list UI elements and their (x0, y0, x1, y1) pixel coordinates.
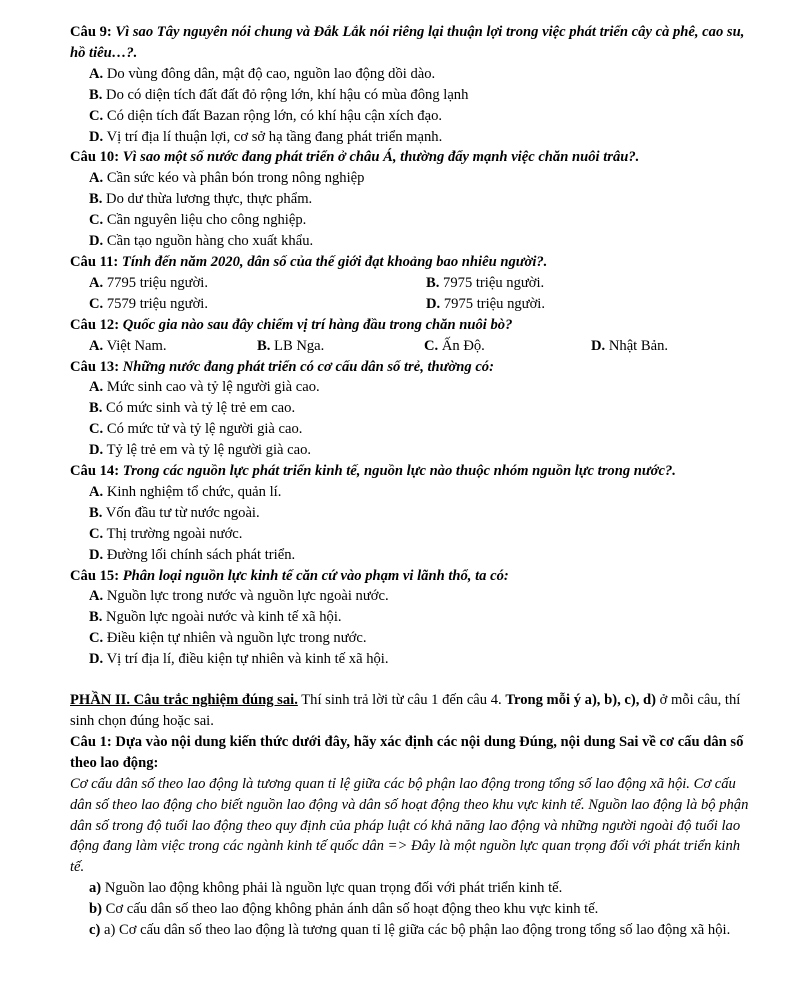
question-title: Câu 14: Trong các nguồn lực phát triển kinh tế, nguồn lực nào thuộc nhóm nguồn lực trong nước?. (70, 463, 676, 480)
option-d[interactable]: D. Cần tạo nguồn hàng cho xuất khẩu. (89, 233, 314, 250)
option-c[interactable]: C. Có diện tích đất Bazan rộng lớn, có khí hậu cận xích đạo. (89, 107, 443, 124)
question-title: Câu 13: Những nước đang phát triển có cơ cấu dân số trẻ, thường có: (70, 358, 494, 375)
option-b[interactable]: B. 7975 triệu người. (426, 274, 545, 291)
question-title: Câu 9: Vì sao Tây nguyên nói chung và Đắk Lắk nói riêng lại thuận lợi trong việc phát triển cây cà phê, cao su, hồ tiêu…?. (70, 24, 745, 61)
reading-paragraph: Cơ cấu dân số theo lao động là tương quan tỉ lệ giữa các bộ phận lao động trong tổng số lao động xã hội. Cơ cấu dân số theo lao động cho biết nguồn lao động và dân số hoạt động theo khu vực kinh tế. Nguồn lao động là bộ phận dân số trong độ tuổi lao động theo quy định của pháp luật có khả năng lao động và những người ngoài độ tuổi lao động đang làm việc trong các ngành kinh tế quốc dân => Đây là một nguồn lực quan trọng đối với phát triển kinh tế. (70, 775, 749, 876)
option-b[interactable]: B. Do dư thừa lương thực, thực phẩm. (89, 191, 313, 208)
question-13 (70, 357, 755, 462)
question-14 (70, 461, 755, 566)
question-title: Câu 15: Phân loại nguồn lực kinh tế căn cứ vào phạm vi lãnh thổ, ta có: (70, 567, 509, 584)
options-row (89, 294, 755, 315)
part-2-question-1-title: Câu 1: Dựa vào nội dung kiến thức dưới đây, hãy xác định các nội dung Đúng, nội dung Sai về cơ cấu dân số theo lao động: (70, 733, 744, 771)
option-c[interactable]: C. Điều kiện tự nhiên và nguồn lực trong nước. (89, 630, 367, 647)
option-d[interactable]: D. Nhật Bản. (591, 337, 669, 354)
option-c[interactable]: C. Ấn Độ. (424, 337, 485, 354)
option-a[interactable]: A. Mức sinh cao và tỷ lệ người già cao. (89, 379, 320, 396)
statement-a[interactable]: a) Nguồn lao động không phải là nguồn lực quan trọng đối với phát triển kinh tế. (89, 880, 563, 897)
option-a[interactable]: A. Cần sức kéo và phân bón trong nông nghiệp (89, 170, 365, 187)
statement-b[interactable]: b) Cơ cấu dân số theo lao động không phản ánh dân số hoạt động theo khu vực kinh tế. (89, 901, 599, 918)
option-a[interactable]: A. Việt Nam. (89, 337, 167, 354)
part-2 (70, 690, 755, 941)
options-row (89, 336, 755, 357)
option-d[interactable]: D. Vị trí địa lí thuận lợi, cơ sở hạ tầng đang phát triển mạnh. (89, 128, 443, 145)
option-b[interactable]: B. Vốn đầu tư từ nước ngoài. (89, 504, 260, 521)
question-11 (70, 252, 755, 315)
question-title: Câu 11: Tính đến năm 2020, dân số của thế giới đạt khoảng bao nhiêu người?. (70, 253, 548, 270)
option-a[interactable]: A. Nguồn lực trong nước và nguồn lực ngoài nước. (89, 588, 389, 605)
question-10 (70, 147, 755, 252)
option-c[interactable]: C. 7579 triệu người. (89, 295, 209, 312)
option-c[interactable]: C. Cần nguyên liệu cho công nghiệp. (89, 212, 307, 229)
option-d[interactable]: D. 7975 triệu người. (426, 295, 546, 312)
option-b[interactable]: B. Nguồn lực ngoài nước và kinh tế xã hội. (89, 609, 342, 626)
option-d[interactable]: D. Đường lối chính sách phát triển. (89, 546, 296, 563)
option-d[interactable]: D. Vị trí địa lí, điều kiện tự nhiên và kinh tế xã hội. (89, 651, 389, 668)
statement-c[interactable]: c) a) Cơ cấu dân số theo lao động là tương quan tỉ lệ giữa các bộ phận lao động trong tổng số lao động xã hội. (89, 922, 731, 939)
option-c[interactable]: C. Có mức tử và tỷ lệ người già cao. (89, 421, 303, 438)
option-a[interactable]: A. 7795 triệu người. (89, 274, 209, 291)
option-d[interactable]: D. Tỷ lệ trẻ em và tỷ lệ người già cao. (89, 442, 312, 459)
options-row (89, 273, 755, 294)
option-b[interactable]: B. LB Nga. (257, 337, 325, 354)
option-a[interactable]: A. Do vùng đông dân, mật độ cao, nguồn lao động dồi dào. (89, 65, 436, 82)
question-15 (70, 566, 755, 671)
question-12 (70, 315, 755, 357)
question-title: Câu 10: Vì sao một số nước đang phát triển ở châu Á, thường đẩy mạnh việc chăn nuôi trâu?. (70, 149, 640, 166)
option-b[interactable]: B. Có mức sinh và tỷ lệ trẻ em cao. (89, 400, 296, 417)
part-2-intro: PHẦN II. Câu trắc nghiệm đúng sai. Thí sinh trả lời từ câu 1 đến câu 4. Trong mỗi ý a), b), c), d) ở mỗi câu, thí sinh chọn đúng hoặc sai. (70, 692, 741, 729)
option-a[interactable]: A. Kinh nghiệm tổ chức, quản lí. (89, 483, 282, 500)
part-2-heading: PHẦN II. Câu trắc nghiệm đúng sai. (70, 692, 298, 709)
question-9 (70, 22, 755, 147)
option-c[interactable]: C. Thị trường ngoài nước. (89, 525, 243, 542)
question-title: Câu 12: Quốc gia nào sau đây chiếm vị trí hàng đầu trong chăn nuôi bò? (70, 316, 513, 333)
option-b[interactable]: B. Do có diện tích đất đất đỏ rộng lớn, khí hậu có mùa đông lạnh (89, 86, 469, 103)
